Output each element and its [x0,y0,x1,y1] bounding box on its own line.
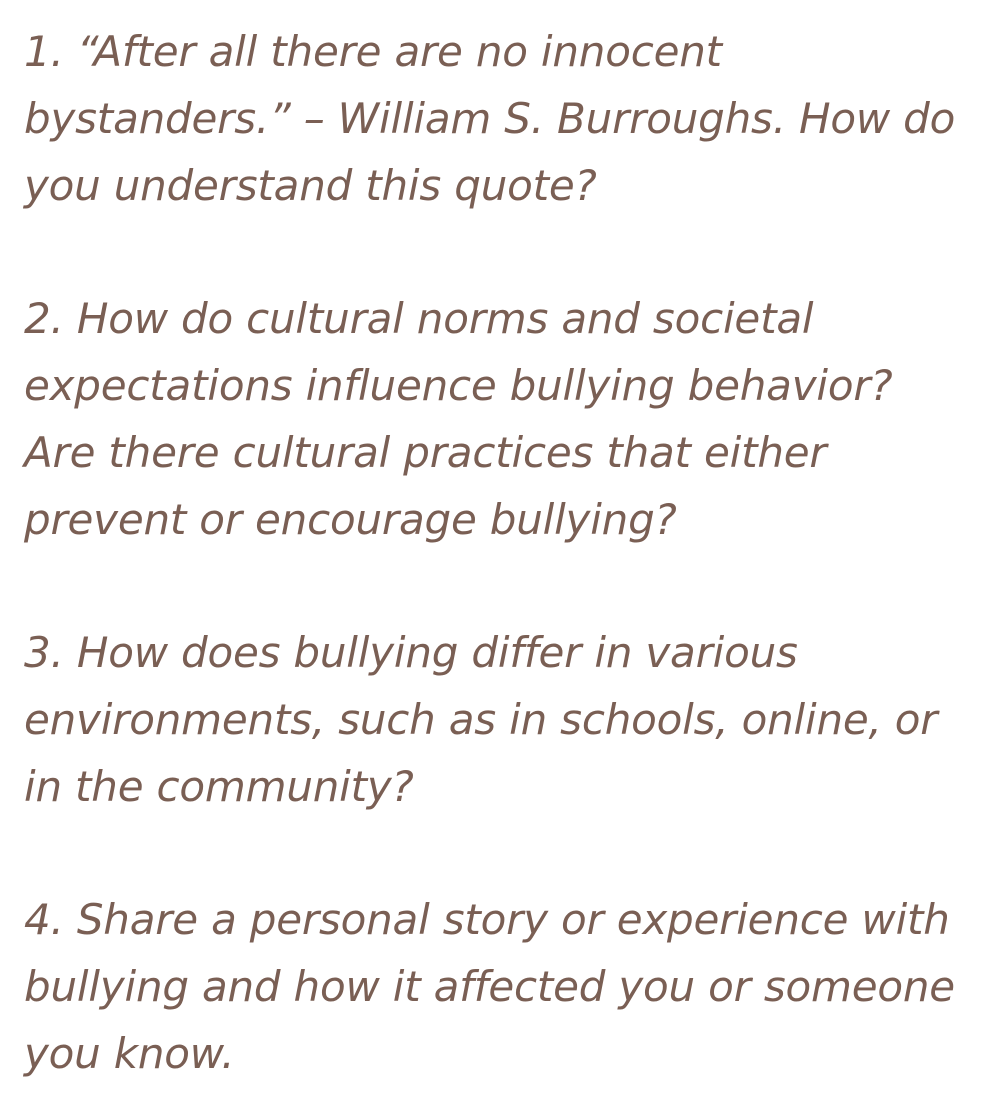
question-4: 4. Share a personal story or experience with bullying and how it affected you or someone you know. [24,895,955,1078]
question-2: 2. How do cultural norms and societal expectations influence bullying behavior? Are there cultural practices that either prevent or encourage bullying? [24,294,893,544]
question-3: 3. How does bullying differ in various environments, such as in schools, online, or in the community? [24,628,938,811]
question-1: 1. “After all there are no innocent bystanders.” – William S. Burroughs. How do you understand this quote? [24,27,956,210]
